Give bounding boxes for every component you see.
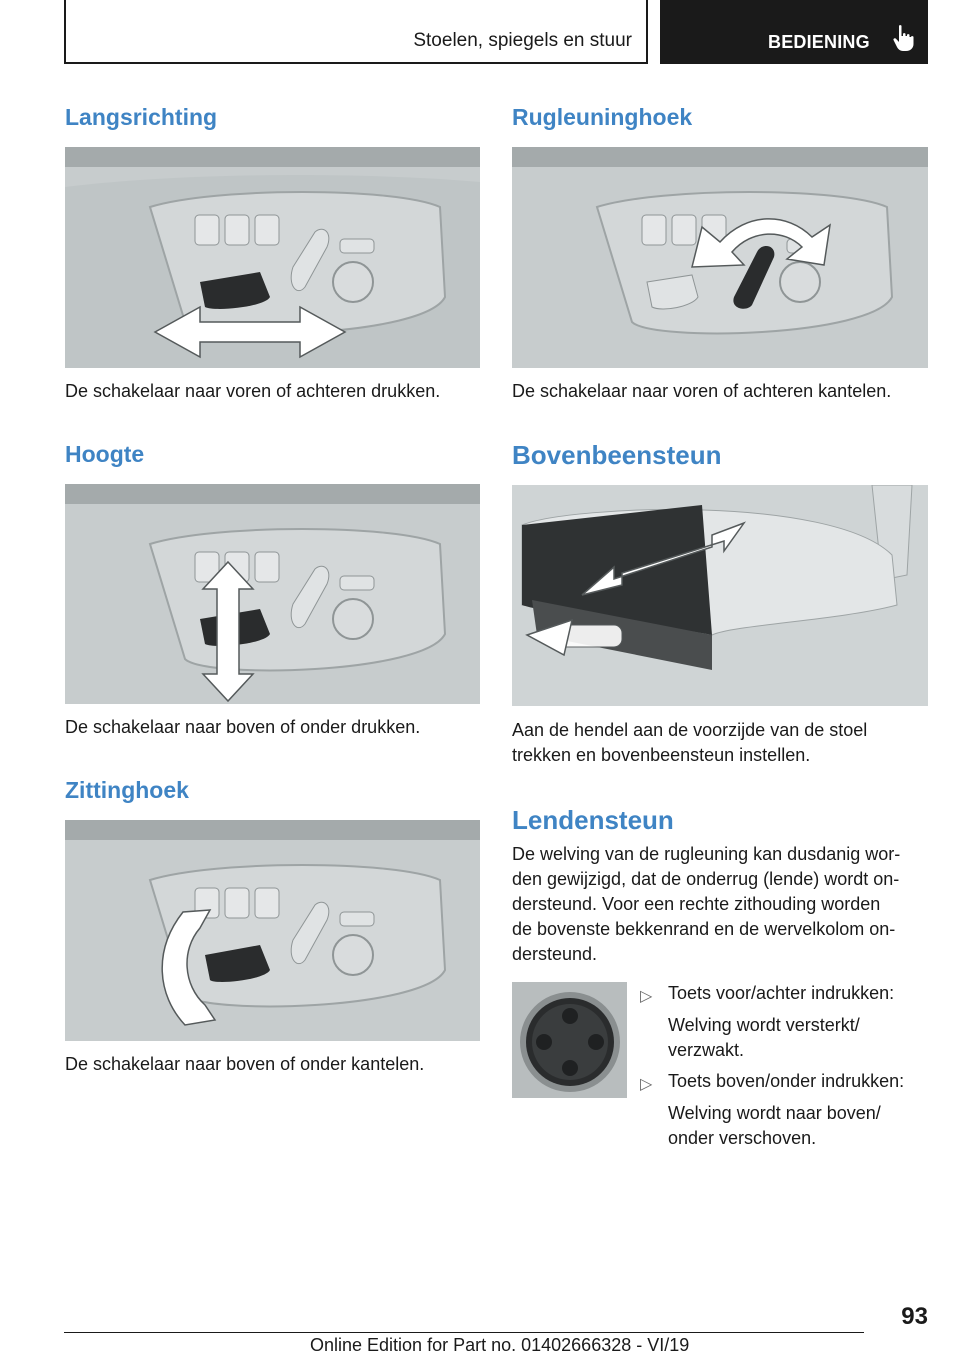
heading-bovenbeensteun: Bovenbeensteun xyxy=(512,440,722,470)
heading-rugleuninghoek: Rugleuninghoek xyxy=(512,104,693,130)
seat-control-longitudinal-illustration xyxy=(65,147,480,368)
bullet-marker-2: ▷ xyxy=(640,1076,653,1093)
bullet-1-sub-line-2: verzwakt. xyxy=(668,1040,745,1060)
bullet-1-text: Toets voor/achter indrukken: xyxy=(668,983,895,1003)
heading-lendensteun: Lendensteun xyxy=(512,805,674,835)
caption-rugleuninghoek: De schakelaar naar voren of achteren kantelen. xyxy=(512,381,892,401)
thigh-support-illustration xyxy=(512,485,928,706)
bullet-2-sub-line-2: onder verschoven. xyxy=(668,1128,817,1148)
hand-pointer-icon xyxy=(892,24,916,52)
footer-rule xyxy=(64,1332,864,1333)
footer-edition-text: Online Edition for Part no. 01402666328 - VI/19 xyxy=(310,1335,690,1355)
lendensteun-text-line-1: De welving van de rugleuning kan dusdanig wor- xyxy=(512,844,901,864)
header-section-title: Stoelen, spiegels en stuur xyxy=(413,30,632,51)
seat-control-height-illustration xyxy=(65,484,480,704)
bovenbeensteun-text-line-2: trekken en bovenbeensteun instellen. xyxy=(512,745,811,765)
seat-control-backrest-illustration xyxy=(512,147,928,368)
lendensteun-text-line-2: den gewijzigd, dat de onderrug (lende) wordt on- xyxy=(512,869,900,889)
header-section-box xyxy=(64,0,648,64)
seat-control-tilt-illustration xyxy=(65,820,480,1041)
lendensteun-text-line-3: dersteund. Voor een rechte zithouding worden xyxy=(512,894,881,914)
page-number: 93 xyxy=(901,1303,928,1330)
heading-langsrichting: Langsrichting xyxy=(65,104,218,130)
header-chapter-tab xyxy=(660,0,928,64)
caption-hoogte: De schakelaar naar boven of onder drukken. xyxy=(65,717,421,737)
lumbar-support-button-illustration xyxy=(512,982,627,1098)
bullet-2-sub-line-1: Welving wordt naar boven/ xyxy=(668,1103,881,1123)
lendensteun-text-line-4: de bovenste bekkenrand en de wervelkolom on- xyxy=(512,919,896,939)
bullet-1-sub-line-1: Welving wordt versterkt/ xyxy=(668,1015,860,1035)
bullet-marker-1: ▷ xyxy=(640,988,653,1005)
caption-langsrichting: De schakelaar naar voren of achteren drukken. xyxy=(65,381,441,401)
lendensteun-text-line-5: dersteund. xyxy=(512,944,598,964)
bullet-2-text: Toets boven/onder indrukken: xyxy=(668,1071,905,1091)
caption-zittinghoek: De schakelaar naar boven of onder kantelen. xyxy=(65,1054,425,1074)
heading-zittinghoek: Zittinghoek xyxy=(65,777,189,803)
bovenbeensteun-text-line-1: Aan de hendel aan de voorzijde van de stoel xyxy=(512,720,868,740)
heading-hoogte: Hoogte xyxy=(65,441,145,467)
header-chapter-title: BEDIENING xyxy=(768,32,870,52)
